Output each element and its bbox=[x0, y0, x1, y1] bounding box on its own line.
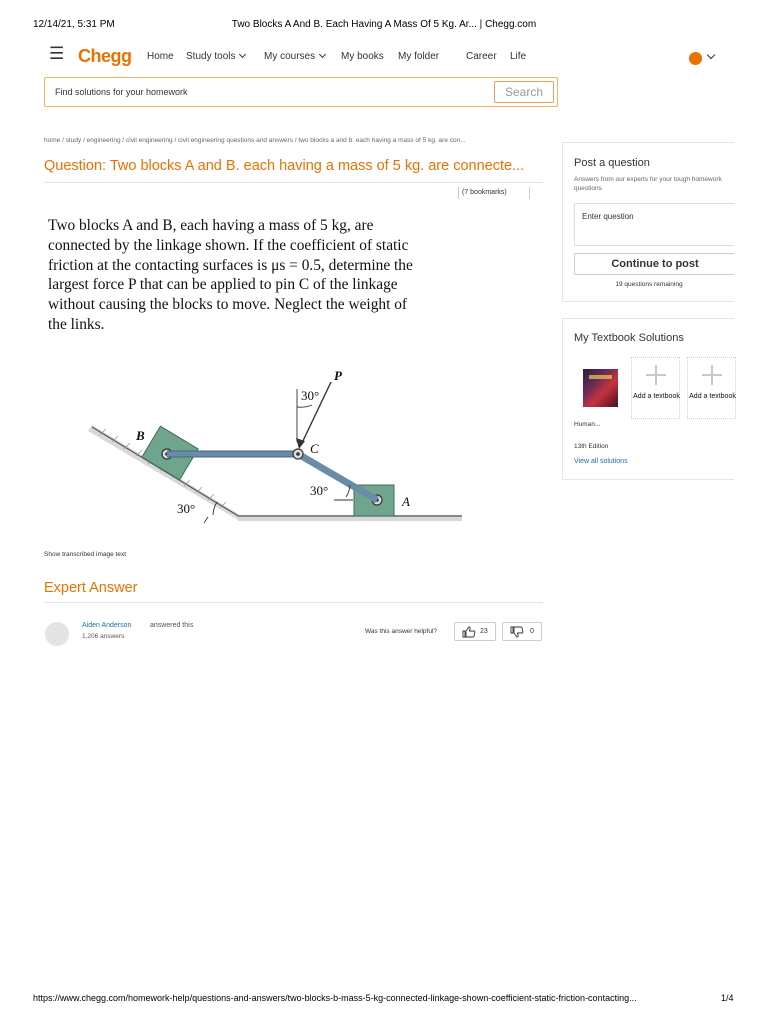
nav-my-courses-label: My courses bbox=[264, 51, 316, 62]
divider bbox=[44, 602, 543, 603]
question-line: friction at the contacting surfaces is μs = 0.5, determine the bbox=[48, 256, 413, 274]
hamburger-menu-icon[interactable]: ☰ bbox=[49, 44, 65, 63]
expert-answer-heading: Expert Answer bbox=[44, 580, 138, 596]
thumbs-up-button[interactable] bbox=[454, 622, 496, 641]
linkage-figure bbox=[48, 345, 464, 545]
answerer-avatar[interactable] bbox=[45, 622, 69, 646]
plus-icon bbox=[655, 365, 657, 385]
label-p: P bbox=[334, 368, 342, 383]
add-textbook-label: Add a textbook bbox=[633, 393, 680, 400]
nav-my-courses[interactable] bbox=[264, 51, 325, 62]
search-input[interactable] bbox=[44, 77, 558, 107]
label-b: B bbox=[136, 428, 145, 443]
textbook-solutions-title: My Textbook Solutions bbox=[574, 332, 684, 344]
post-question-panel bbox=[562, 142, 734, 302]
helpful-label: Was this answer helpful? bbox=[365, 628, 438, 635]
print-datetime: 12/14/21, 5:31 PM bbox=[33, 19, 115, 30]
textbook-edition: 13th Edition bbox=[574, 443, 609, 450]
chevron-down-icon[interactable] bbox=[707, 51, 715, 59]
breadcrumb[interactable]: home / study / engineering / civil engineering / civil engineering questions and answers / two blocks a and b. each having a mass of 5 kg. are con... bbox=[44, 137, 466, 144]
post-question-title: Post a question bbox=[574, 157, 650, 169]
question-line: the links. bbox=[48, 315, 105, 333]
questions-remaining: 19 questions remaining bbox=[615, 281, 683, 288]
divider bbox=[529, 187, 530, 199]
textbook-solutions-panel bbox=[562, 318, 734, 480]
add-textbook-card[interactable] bbox=[687, 357, 736, 419]
top-nav bbox=[44, 44, 734, 72]
add-textbook-label: Add a textbook bbox=[689, 393, 736, 400]
label-angle-top: 30° bbox=[301, 388, 320, 403]
nav-my-folder[interactable]: My folder bbox=[398, 51, 440, 62]
nav-career[interactable]: Career bbox=[466, 51, 497, 62]
nav-study-tools[interactable] bbox=[186, 51, 245, 62]
add-textbook-card[interactable] bbox=[631, 357, 680, 419]
nav-life[interactable]: Life bbox=[510, 51, 527, 62]
label-angle-link: 30° bbox=[310, 483, 329, 498]
label-a: A bbox=[402, 494, 410, 509]
nav-home[interactable]: Home bbox=[147, 51, 174, 62]
textbook-cover[interactable] bbox=[583, 369, 618, 407]
question-line: largest force P that can be applied to pin C of the linkage bbox=[48, 276, 398, 294]
question-input[interactable] bbox=[574, 203, 735, 246]
view-all-solutions-link[interactable]: View all solutions bbox=[574, 458, 628, 465]
search-placeholder: Find solutions for your homework bbox=[55, 87, 188, 97]
thumbs-up-icon bbox=[462, 626, 476, 638]
label-c: C bbox=[310, 441, 319, 456]
label-angle-incline: 30° bbox=[177, 501, 196, 516]
pin-c-center bbox=[296, 452, 300, 456]
textbook-title[interactable]: Human... bbox=[574, 421, 601, 428]
thumbs-up-count: 23 bbox=[480, 628, 488, 635]
top-angle-arc bbox=[297, 405, 312, 407]
chevron-down-icon bbox=[239, 51, 246, 58]
divider bbox=[44, 182, 543, 183]
answerer-name[interactable]: Aiden Anderson bbox=[82, 622, 132, 629]
continue-to-post-button[interactable]: Continue to post bbox=[574, 253, 735, 275]
chevron-down-icon bbox=[319, 51, 326, 58]
answered-this-label: answered this bbox=[150, 622, 194, 629]
question-input-placeholder: Enter question bbox=[582, 212, 634, 221]
thumbs-down-icon bbox=[510, 626, 524, 638]
angle-ref-line bbox=[204, 517, 208, 523]
nav-study-tools-label: Study tools bbox=[186, 51, 236, 62]
question-title: Question: Two blocks A and B. each having a mass of 5 kg. are connecte... bbox=[44, 158, 525, 174]
nav-my-books[interactable]: My books bbox=[341, 51, 384, 62]
print-page-number: 1/4 bbox=[721, 993, 734, 1003]
print-header bbox=[0, 19, 768, 33]
show-transcribed-link[interactable]: Show transcribed image text bbox=[44, 551, 127, 558]
divider bbox=[458, 187, 459, 199]
question-line: connected by the linkage shown. If the coefficient of static bbox=[48, 236, 409, 254]
question-body bbox=[48, 216, 458, 335]
plus-icon bbox=[711, 365, 713, 385]
question-line: without causing the blocks to move. Neglect the weight of bbox=[48, 296, 408, 314]
user-avatar[interactable] bbox=[689, 52, 702, 65]
question-line: Two blocks A and B, each having a mass of 5 kg, are bbox=[48, 217, 374, 234]
thumbs-down-button[interactable] bbox=[502, 622, 542, 641]
chegg-logo[interactable]: Chegg bbox=[78, 46, 132, 66]
thumbs-down-count: 0 bbox=[530, 628, 534, 635]
post-question-subtitle: Answers from our experts for your tough homework questions bbox=[574, 176, 722, 192]
print-page-title: Two Blocks A And B. Each Having A Mass Of 5 Kg. Ar... | Chegg.com bbox=[231, 19, 537, 30]
print-url: https://www.chegg.com/homework-help/questions-and-answers/two-blocks-b-mass-5-kg-connected-linkage-shown-coefficient-static-friction-contacting... bbox=[33, 993, 637, 1003]
search-button[interactable]: Search bbox=[494, 81, 554, 103]
bookmarks-count[interactable]: (7 bookmarks) bbox=[462, 189, 507, 196]
answer-count: 1,206 answers bbox=[82, 633, 125, 640]
